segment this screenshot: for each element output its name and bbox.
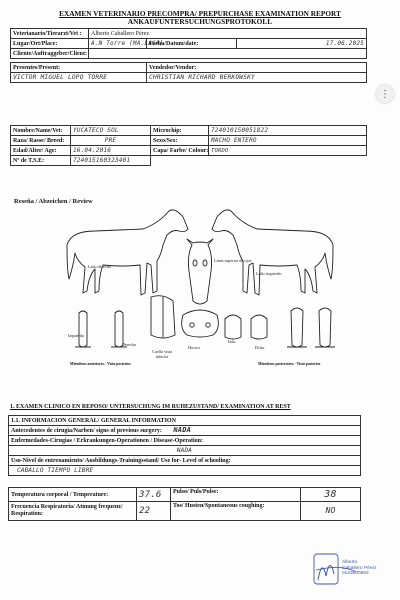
label-hind-legs: Miembros posteriores.- Vista posterior	[258, 362, 321, 366]
use-value: CABALLO TIEMPO LIBRE	[9, 466, 361, 476]
title-line-1: EXAMEN VETERINARIO PRECOMPRA/ PREPURCHASE EXAMINATION REPORT	[59, 9, 341, 18]
stamp-line-1: Alberto	[342, 560, 358, 565]
respiration-label-line1: Frecuencia Respiratoria/ Atmung frequenz/	[11, 504, 123, 510]
disease-label: Enfermedades-Cirugias / Erkrankungen-Operationen / Disease-Operation:	[9, 436, 361, 446]
label-front-legs: Miembros anteriores.- Vista posterior	[70, 362, 132, 366]
tse-value: 724015160323401	[71, 156, 151, 166]
temperature-label: Temperatura corporal / Temperature:	[9, 488, 137, 502]
breed-value: PRE	[71, 136, 151, 146]
date-label: Fecha/Datum/date:	[147, 39, 237, 49]
microchip-label: Microchip:	[151, 126, 209, 136]
age-label: Edad/Alter/ Age:	[11, 146, 71, 156]
surgery-label: Antecedentes de cirugía/Narben/ signs of previous surgery:	[11, 428, 162, 434]
label-top-head: Línea superior de ojos	[214, 258, 252, 263]
front-leg-left-outline	[79, 311, 87, 347]
review-title: Reseña / Abzeichen / Review	[14, 198, 93, 205]
more-vert-icon: ⋮	[380, 88, 390, 100]
label-left-side: Lado derecho	[88, 264, 111, 269]
tse-label: Nº de T.S.E:	[11, 156, 71, 166]
exam-section-title: 1. EXAMEN CLINICO EN REPOSO/ UNTERSUCHUNG IM RUHEZUSTAND/ EXAMINATION AT REST	[10, 404, 291, 410]
horse-name-value: YUCATECO SOL	[71, 126, 151, 136]
horse-right-side-outline	[67, 210, 188, 295]
coat-label: Capa/ Farbe/ Colour:	[151, 146, 209, 156]
temperature-value: 37.6	[137, 488, 171, 502]
client-label: Cliente/Auftraggeber/Client:	[11, 49, 89, 59]
vitals-table	[8, 487, 361, 521]
respiration-label	[9, 502, 137, 521]
sex-value: MACHO ENTERO	[209, 136, 367, 146]
surgery-value: NADA	[173, 426, 192, 434]
seller-label: Vendedor/Vendor:	[147, 63, 367, 73]
stamp-line-3: 0123000863	[342, 571, 369, 576]
label-left-foot: Izda.	[228, 339, 237, 344]
disease-value: NADA	[9, 446, 361, 456]
horse-left-side-outline	[212, 210, 333, 295]
horse-muzzle-outline	[182, 310, 219, 337]
label-left-leg: Izquierda	[68, 333, 84, 338]
respiration-value: 22	[137, 502, 171, 521]
label-right-foot: Dcha.	[255, 345, 265, 350]
cough-label: Tos/ Husten/Spontaneous coughing:	[171, 502, 301, 521]
use-label: Uso-Nivel de entrenamiento/ Ausbildungs-Trainingsstand/ Use for- Level of schooling:	[9, 456, 361, 466]
general-info-table	[8, 415, 361, 476]
veterinarian-stamp	[312, 550, 392, 590]
hind-leg-left-outline	[291, 308, 303, 347]
sex-label: Sexo/Sex:	[151, 136, 209, 146]
vet-label: Veterianario/Tierarzt/Vet :	[11, 29, 89, 39]
general-info-title: 1.1. INFORMACION GENERAL/ GENERAL INFORMATION	[9, 416, 361, 426]
more-options-button[interactable]	[376, 85, 394, 103]
breed-label: Raza/ Rasse/ Breed:	[11, 136, 71, 146]
respiration-label-line2: Respiration:	[11, 511, 43, 517]
label-muzzle: Hocico	[188, 345, 201, 350]
client-value	[89, 49, 367, 59]
microchip-value: 724010150051822	[209, 126, 367, 136]
surgery-row	[9, 426, 361, 436]
info-table	[10, 28, 367, 83]
hoof-left-outline	[225, 315, 241, 339]
label-neck: Cuello vista inferior	[151, 349, 173, 359]
cough-value: NO	[301, 502, 361, 521]
label-right-leg: Derecha	[122, 342, 136, 347]
seller-value: CHRISTIAN RICHARD BERKOWSKY	[147, 73, 367, 83]
coat-value: TORDO	[209, 146, 367, 156]
present-label: Presentes/Present:	[11, 63, 147, 73]
report-title	[10, 10, 390, 26]
place-label: Lugar/Ort/Place:	[11, 39, 89, 49]
pulse-label: Pulso/ Puls/Pulse:	[171, 488, 301, 502]
place-value: A.N Torre (MA.LAGA)	[89, 39, 147, 49]
stamp-line-2: Caballero Pérez	[342, 565, 377, 571]
horse-table	[10, 125, 367, 166]
pulse-value: 38	[301, 488, 361, 502]
horse-name-label: Nombre/Name/Vet:	[11, 126, 71, 136]
date-value: 17.06.2025	[237, 39, 367, 49]
stamp-text	[342, 560, 376, 577]
horse-head-front-outline	[187, 239, 213, 304]
present-value: VICTOR MIGUEL LOPO TORRE	[11, 73, 147, 83]
hind-leg-right-outline	[319, 308, 331, 347]
title-line-2: ANKAUFUNTERSUCHUNGSPROTOKOLL	[127, 17, 273, 26]
vet-value: Alberto Caballero Pérez	[89, 29, 367, 39]
age-value: 16.04.2016	[71, 146, 151, 156]
hoof-right-outline	[251, 315, 267, 339]
label-right-side: Lado izquierdo	[256, 271, 282, 276]
